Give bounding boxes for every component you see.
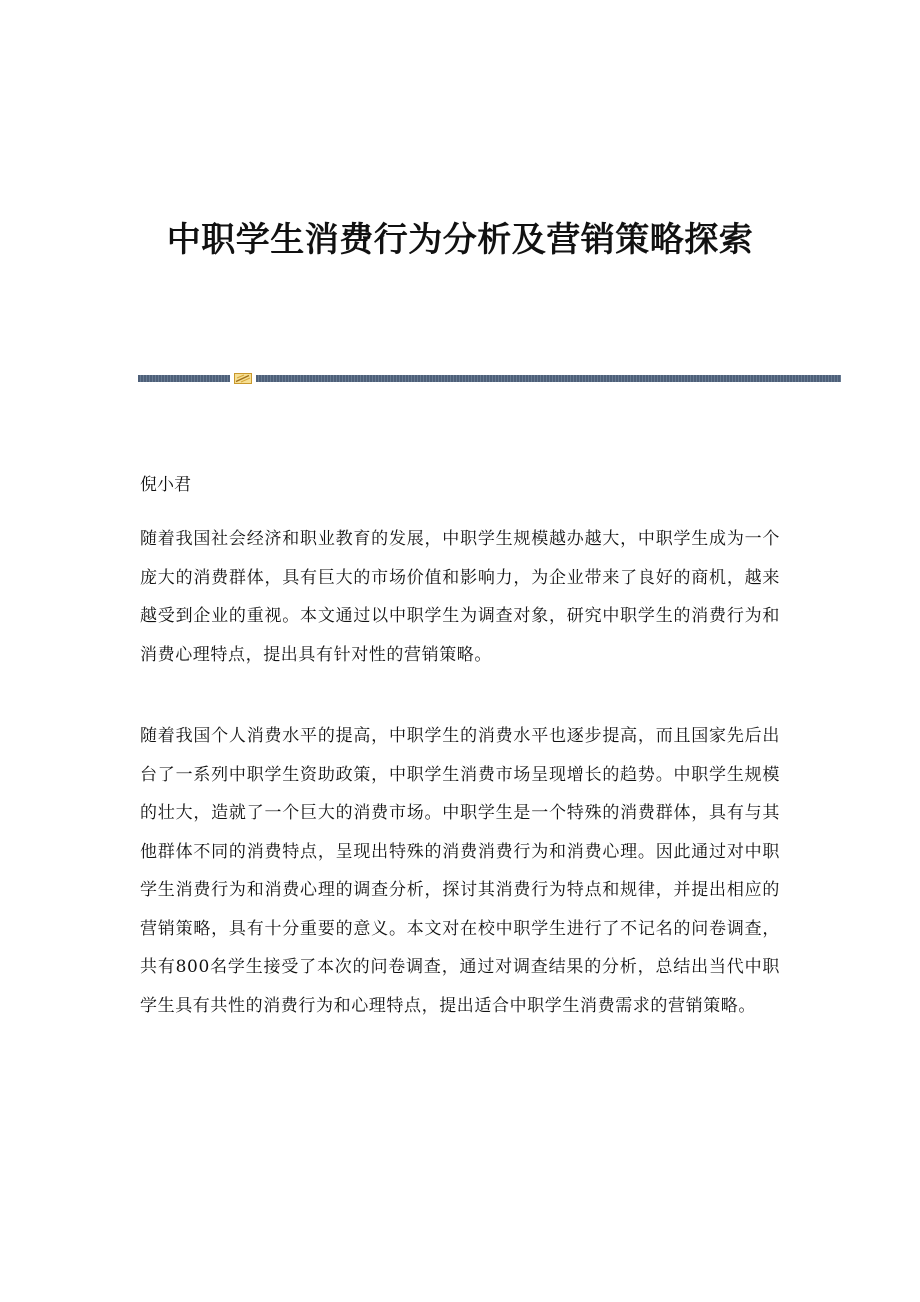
document-title: 中职学生消费行为分析及营销策略探索 — [166, 220, 754, 260]
paragraph-1: 随着我国社会经济和职业教育的发展，中职学生规模越办越大，中职学生成为一个庞大的消费群体，具有巨大的市场价值和影响力，为企业带来了良好的商机，越来越受到企业的重视。本文通过以中职学生为调查对象，研究中职学生的消费行为和消费心理特点，提出具有针对性的营销策略。 — [140, 529, 780, 665]
paragraph-2: 随着我国个人消费水平的提高，中职学生的消费水平也逐步提高，而且国家先后出台了一系列中职学生资助政策，中职学生消费市场呈现增长的趋势。中职学生规模的壮大，造就了一个巨大的消费市场。中职学生是一个特殊的消费群体，具有与其他群体不同的消费特点，呈现出特殊的消费消费行为和消费心理。因此通过对中职学生消费行为和消费心理的调查分析，探讨其消费行为特点和规律，并提出相应的营销策略，具有十分重要的意义。本文对在校中职学生进行了不记名的问卷调查，共有800名学生接受了本次的问卷调查，通过对调查结果的分析，总结出当代中职学生具有共性的消费行为和心理特点，提出适合中职学生消费需求的营销策略。 — [140, 726, 780, 1016]
pencil-ornament-icon — [234, 373, 252, 384]
divider-bar-left — [138, 375, 230, 382]
divider-bar-right — [256, 375, 841, 382]
title-divider — [138, 373, 841, 385]
author-name: 倪小君 — [140, 475, 191, 495]
